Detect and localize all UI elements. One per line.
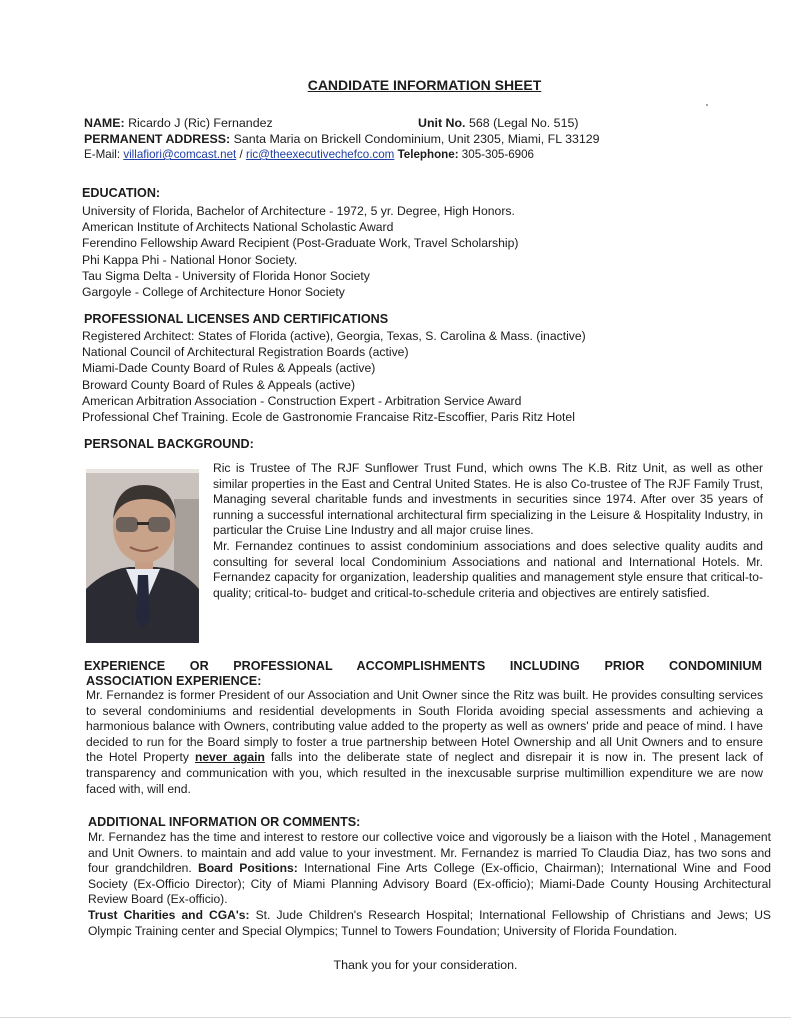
- license-item: National Council of Architectural Registration Boards (active): [82, 345, 409, 360]
- education-item: Ferendino Fellowship Award Recipient (Post-Graduate Work, Travel Scholarship): [82, 236, 519, 251]
- closing-line: Thank you for your consideration.: [333, 958, 518, 972]
- experience-emphasis: never again: [194, 750, 265, 765]
- scan-speck: [706, 104, 708, 106]
- unit-label: Unit No.: [418, 116, 466, 130]
- page-edge: [0, 1017, 791, 1018]
- experience-heading-line-2: ASSOCIATION EXPERIENCE:: [86, 674, 262, 688]
- experience-text-after: falls into the deliberate state of neglect and disrepair it is now in. The present lack of transparency and communication with you, which resulted in the inexcusable surprise multimillion expenditure we are now faced with, will end.: [86, 750, 763, 796]
- background-paragraphs: [213, 461, 763, 601]
- board-positions-text: International Fine Arts College (Ex-officio, Chairman); International Wine and Food Society (Ex-Officio Director); City of Miami Planning Advisory Board (Ex-officio); Miami-Dade County Housing Architectural Review Board (Ex-officio).: [88, 861, 771, 907]
- licenses-heading: PROFESSIONAL LICENSES AND CERTIFICATIONS: [84, 312, 389, 326]
- name-line: [84, 115, 273, 131]
- email-link-primary[interactable]: villafiori@comcast.net: [123, 148, 237, 161]
- license-item: Professional Chef Training. Ecole de Gastronomie Francaise Ritz-Escoffier, Paris Ritz Hotel: [82, 410, 575, 425]
- email-link-secondary[interactable]: ric@theexecutivechefco.com: [245, 148, 395, 161]
- trust-charities-text: St. Jude Children's Research Hospital; International Fellowship of Christians and Jews; US Olympic Training center and Special Olympics; Tunnel to Towers Foundation; University of Florida Foundation.: [88, 907, 771, 938]
- experience-text-before: Mr. Fernandez is former President of our Association and Unit Owner since the Ritz was built. He provides consulting services to several condominiums and residential developments in South Florida avoiding special assessments and achieving a harmonious balance with Owners, contributing value added to the property as well as owners' pride and peace of mind. I have decided to run for the Board simply to foster a true partnership between Hotel Ownership and all Unit Owners and to ensure the Hotel Property: [86, 688, 763, 765]
- board-positions-label: Board Positions:: [198, 861, 298, 876]
- trust-charities-label: Trust Charities and CGA's:: [88, 907, 250, 922]
- license-item: Miami-Dade County Board of Rules & Appeals (active): [82, 361, 376, 376]
- additional-heading: ADDITIONAL INFORMATION OR COMMENTS:: [88, 815, 361, 829]
- name-label: NAME:: [84, 116, 125, 130]
- education-list: [82, 203, 518, 300]
- education-item: University of Florida, Bachelor of Architecture - 1972, 5 yr. Degree, High Honors.: [82, 204, 515, 218]
- licenses-list: [82, 328, 586, 425]
- experience-heading-line-1: EXPERIENCE OR PROFESSIONAL ACCOMPLISHMENTS INCLUDING PRIOR CONDOMINIUM: [84, 659, 762, 673]
- address-line: [84, 131, 600, 147]
- address-label: PERMANENT ADDRESS:: [84, 132, 231, 146]
- background-para-2: Mr. Fernandez continues to assist condominium associations and does selective quality audits and consulting for several local Condominium Associations and national and International Hotels. Mr. Fernandez capacity for organization, leadership qualities and management style ensure that critical-to-quality; critical-to- budget and critical-to-schedule criteria and objectives are entirely satisfied.: [213, 538, 763, 600]
- additional-text: [88, 830, 771, 939]
- experience-text: [86, 688, 763, 797]
- phone-label: Telephone:: [397, 148, 459, 161]
- unit-value: 568 (Legal No. 515): [468, 116, 579, 130]
- unit-line: [418, 115, 578, 131]
- phone-value: 305-305-6906: [461, 148, 534, 161]
- portrait-image: [86, 469, 199, 643]
- candidate-photo: [86, 469, 199, 643]
- education-item: Gargoyle - College of Architecture Honor Society: [82, 285, 345, 300]
- email-line: [84, 147, 534, 163]
- education-item: American Institute of Architects National Scholastic Award: [82, 220, 394, 235]
- education-item: Tau Sigma Delta - University of Florida Honor Society: [82, 268, 370, 283]
- additional-text-1: Mr. Fernandez has the time and interest to restore our collective voice and vigorously be a liaison with the Hotel , Management and Unit Owners. to maintain and add value to your investment. Mr. Fernandez is married To Claudia Diaz, has two sons and four grandchildren.: [88, 830, 771, 876]
- email-separator: /: [239, 148, 243, 161]
- page-title: CANDIDATE INFORMATION SHEET: [307, 77, 542, 93]
- name-value: Ricardo J (Ric) Fernandez: [128, 116, 273, 130]
- education-item: Phi Kappa Phi - National Honor Society.: [82, 252, 298, 267]
- background-para-1: Ric is Trustee of The RJF Sunflower Trust Fund, which owns The K.B. Ritz Unit, as well as other similar properties in the East and Central United States. He is also Co-trustee of The RJF Family Trust, Managing several charitable funds and investments in securities since 1974. After over 35 years of running a successful international architectural firm specializing in the Leisure & Hospitality Industry, in particular the Cruise Line Industry and all major cruise lines.: [213, 461, 763, 538]
- license-item: American Arbitration Association - Construction Expert - Arbitration Service Award: [82, 393, 522, 408]
- license-item: Registered Architect: States of Florida (active), Georgia, Texas, S. Carolina & Mass. (inactive): [82, 329, 586, 343]
- background-heading: PERSONAL BACKGROUND:: [84, 437, 254, 451]
- education-heading: EDUCATION:: [82, 186, 161, 200]
- address-value: Santa Maria on Brickell Condominium, Unit 2305, Miami, FL 33129: [233, 132, 600, 146]
- email-label: E-Mail:: [84, 148, 121, 161]
- license-item: Broward County Board of Rules & Appeals (active): [82, 377, 355, 392]
